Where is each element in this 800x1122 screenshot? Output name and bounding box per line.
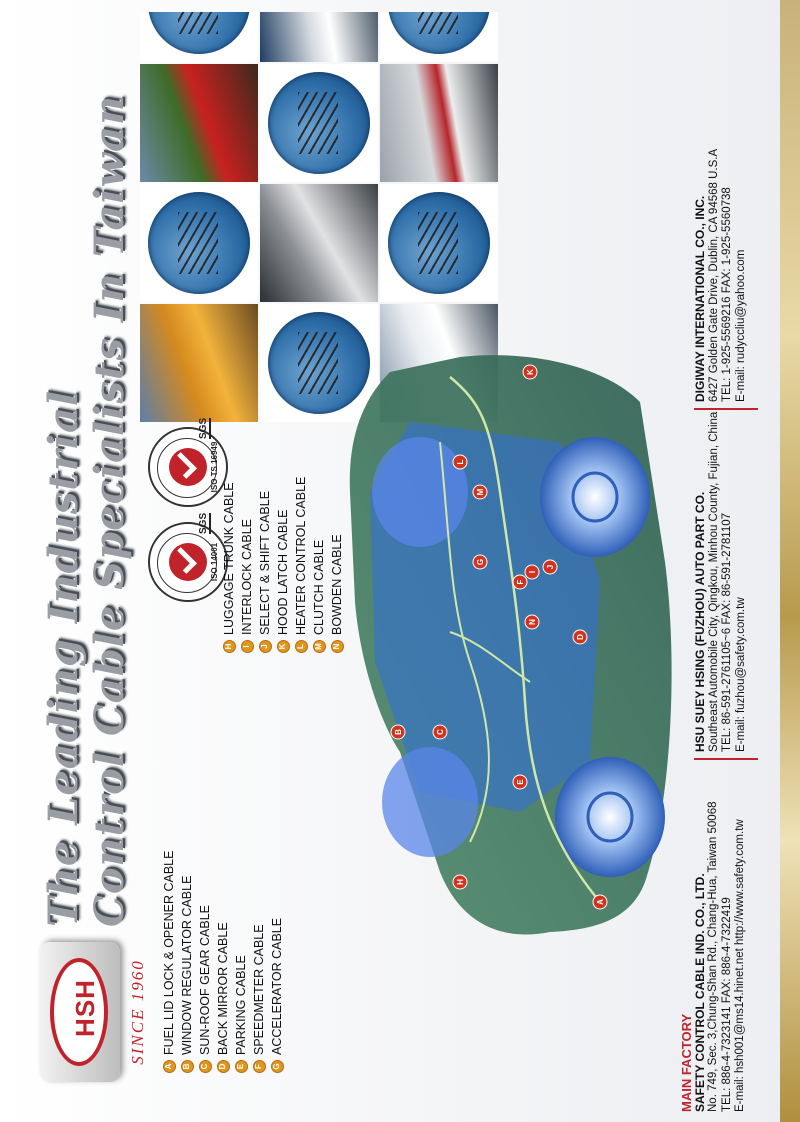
cert-iso-14001 (148, 512, 228, 602)
company-name: HSU SUEY HSING (FUZHOU) AUTO PART CO. (693, 491, 707, 752)
front-wheel-well (372, 437, 468, 547)
photo-sports-car (260, 184, 378, 302)
headline-line-1: The Leading Industrial (40, 389, 87, 927)
legend-label: SELECT & SHIFT CABLE (258, 490, 272, 635)
badge-letter: J (260, 641, 271, 652)
badge-letter: E (236, 1061, 247, 1072)
legend-label: CLUTCH CABLE (312, 539, 326, 635)
car-marker-label: J (546, 564, 555, 570)
legend-item (310, 477, 328, 652)
contact-divider (694, 758, 758, 760)
car-marker-label: C (436, 729, 445, 735)
contact-divider (694, 408, 758, 410)
company-email: E-mail: rudyccliu@yahoo.com (734, 249, 747, 402)
car-marker-label: E (516, 779, 525, 785)
badge-letter: F (254, 1061, 265, 1072)
badge-letter: K (278, 641, 289, 652)
front-wheel (540, 437, 650, 557)
legend-label: BOWDEN CABLE (330, 534, 344, 635)
car-marker-label: D (576, 634, 585, 640)
car-xray-illustration (300, 342, 690, 962)
legend-item (292, 477, 310, 652)
car-marker-label: I (528, 570, 537, 574)
car-marker-label: G (476, 558, 485, 566)
badge-letter: L (296, 641, 307, 652)
company-address: No. 749, Sec. 3,Chung-Shan Rd., Chang-Hua, Taiwan 50068 (707, 801, 719, 1112)
badge-letter: H (224, 641, 235, 652)
rear-wheel-well (382, 747, 478, 857)
company-address: 6427 Golden Gate Drive, Dublin, CA 94568 U.S.A (707, 148, 720, 402)
rear-wheel (555, 757, 665, 877)
legend-item (250, 851, 268, 1072)
badge-letter: D (218, 1061, 229, 1072)
legend-item (160, 851, 178, 1072)
legend-label: BACK MIRROR CABLE (216, 922, 230, 1055)
legend-item (274, 477, 292, 652)
photo-cable-assembly-3 (260, 64, 378, 182)
photo-cable-assembly-1 (140, 184, 258, 302)
car-marker-label: B (394, 729, 403, 735)
contact-digiway (694, 149, 748, 402)
photo-cable-assembly-2 (380, 184, 498, 302)
legend-label: LUGGAGE TRUNK CABLE (222, 482, 236, 635)
legend-item (178, 851, 196, 1072)
car-marker-label: A (596, 899, 605, 905)
hsh-logo (40, 942, 120, 1082)
legend-item (238, 477, 256, 652)
badge-letter: M (314, 641, 325, 652)
photo-jet-ski (260, 12, 378, 62)
company-phone: TEL: 86-591-2761105~6 FAX: 86-591-2781107 (721, 512, 733, 752)
legend-item (214, 851, 232, 1072)
contact-main-factory (680, 802, 748, 1113)
badge-letter: A (164, 1061, 175, 1072)
company-name: SAFETY CONTROL CABLE IND. CO., LTD. (692, 873, 707, 1112)
legend-label: FUEL LID LOCK & OPENER CABLE (162, 850, 176, 1055)
photo-motorcycle (380, 64, 498, 182)
company-phone: TEL: 1-925-5569216 FAX: 1-925-5560738 (721, 187, 733, 402)
car-marker-label: F (516, 579, 525, 585)
badge-letter: C (200, 1061, 211, 1072)
car-marker-label: L (456, 459, 465, 465)
badge-letter: G (272, 1061, 283, 1072)
legend-item (220, 477, 238, 652)
car-marker-label: H (456, 879, 465, 885)
cert-label: ISO 14001 (210, 542, 219, 582)
photo-truck (140, 304, 258, 422)
car-marker-label: K (526, 369, 535, 375)
cert-body: SGS (198, 417, 209, 439)
legend-item (328, 477, 346, 652)
badge-letter: I (242, 641, 253, 652)
logo-oval (50, 958, 108, 1066)
company-phone: TEL: 886-4-7323141 FAX: 886-4-7322419 (720, 897, 733, 1112)
car-marker-label: M (476, 488, 485, 496)
contact-heading: MAIN FACTORY (679, 1013, 694, 1112)
legend-label: INTERLOCK CABLE (240, 518, 254, 635)
company-name: DIGIWAY INTERNATIONAL CO., INC. (693, 195, 707, 402)
legend-item (268, 851, 286, 1072)
headline-line-2: Control Cable Specialists In Taiwan (86, 94, 133, 927)
legend-label: PARKING CABLE (234, 955, 248, 1055)
cert-body: SGS (198, 512, 209, 534)
legend-label: SUN-ROOF GEAR CABLE (198, 904, 212, 1055)
photo-cable-assembly-4 (140, 12, 258, 62)
badge-letter: N (332, 641, 343, 652)
company-address: Southeast Automobile City, Qingkou, Minhou County, Fujian, China (707, 411, 720, 752)
company-email: E-mail: hsh001@ms14.hinet.net http://www.safety.com.tw (734, 819, 746, 1112)
photo-tractor (140, 64, 258, 182)
cable-legend-left (160, 851, 286, 1072)
company-email: E-mail: fuzhou@safety.com.tw (734, 597, 747, 752)
legend-label: HOOD LATCH CABLE (276, 509, 290, 635)
legend-item (196, 851, 214, 1072)
legend-label: HEATER CONTROL CABLE (294, 476, 308, 635)
cert-label: ISO TS 16949 (210, 441, 219, 493)
contact-hsu-suey-hsing (694, 412, 748, 752)
legend-label: ACCELERATOR CABLE (270, 917, 284, 1055)
cert-iso-ts-16949 (148, 417, 228, 507)
legend-item (256, 477, 274, 652)
badge-letter: B (182, 1061, 193, 1072)
legend-label: SPEEDMETER CABLE (252, 924, 266, 1055)
cable-legend-right (220, 477, 346, 652)
logo-text: HSH (70, 979, 100, 1037)
gold-edge-strip (780, 0, 800, 1122)
photo-cable-assembly-5 (380, 12, 498, 62)
since-year: SINCE 1960 (128, 959, 147, 1065)
legend-item (232, 851, 250, 1072)
legend-label: WINDOW REGULATOR CABLE (180, 875, 194, 1055)
car-marker-label: N (528, 619, 537, 625)
